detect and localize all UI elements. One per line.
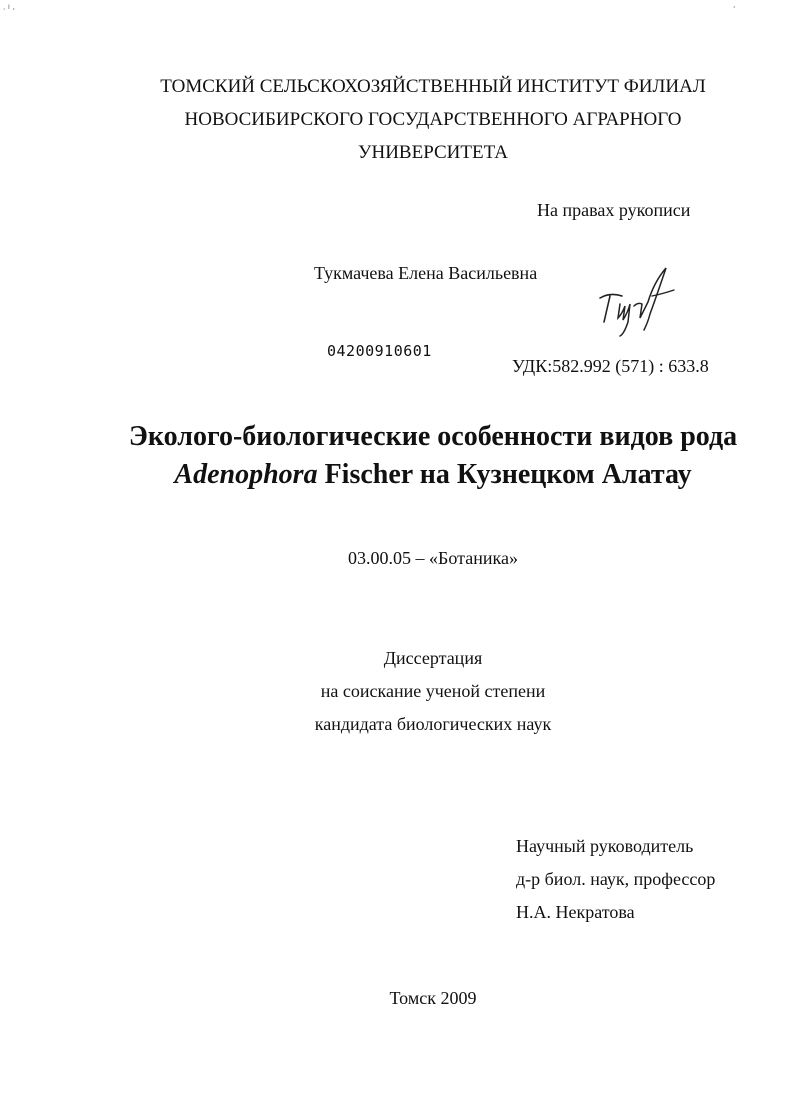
title-line-2 (30, 456, 798, 494)
supervisor-block (516, 830, 715, 929)
supervisor-name: Н.А. Некратова (516, 902, 635, 922)
institute-line-3: УНИВЕРСИТЕТА (358, 142, 508, 163)
institute-line-1: ТОМСКИЙ СЕЛЬСКОХОЗЯЙСТВЕННЫЙ ИНСТИТУТ ФИЛИАЛ (160, 76, 706, 97)
udk-code: УДК:582.992 (571) : 633.8 (512, 356, 709, 376)
scan-mark-top-left: ˌ ı , (3, 2, 16, 11)
dissertation-title (30, 418, 798, 494)
registration-code: 04200910601 (327, 342, 432, 360)
signature-image (592, 262, 682, 342)
manuscript-note: На правах рукописи (537, 200, 691, 220)
dissertation-type (30, 642, 798, 741)
author-name: Тукмачева Елена Васильевна (314, 263, 538, 283)
title-line-1: Эколого-биологические особенности видов рода (128, 421, 738, 452)
city-year: Томск 2009 (389, 988, 477, 1008)
dissertation-line-2: на соискание ученой степени (320, 681, 546, 701)
institute-line-2: НОВОСИБИРСКОГО ГОСУДАРСТВЕННОГО АГРАРНОГО (184, 109, 682, 130)
title-line-2-rest: Fischer на Кузнецком Алатау (317, 459, 692, 490)
title-genus: Adenophora (174, 459, 318, 490)
supervisor-degree: д-р биол. наук, профессор (516, 869, 716, 889)
specialty-code: 03.00.05 – «Ботаника» (348, 548, 518, 568)
dissertation-line-1: Диссертация (383, 648, 483, 668)
institute-header (30, 70, 798, 169)
supervisor-label: Научный руководитель (516, 836, 694, 856)
scan-mark-top-right: , (733, 0, 736, 9)
dissertation-line-3: кандидата биологических наук (314, 714, 552, 734)
